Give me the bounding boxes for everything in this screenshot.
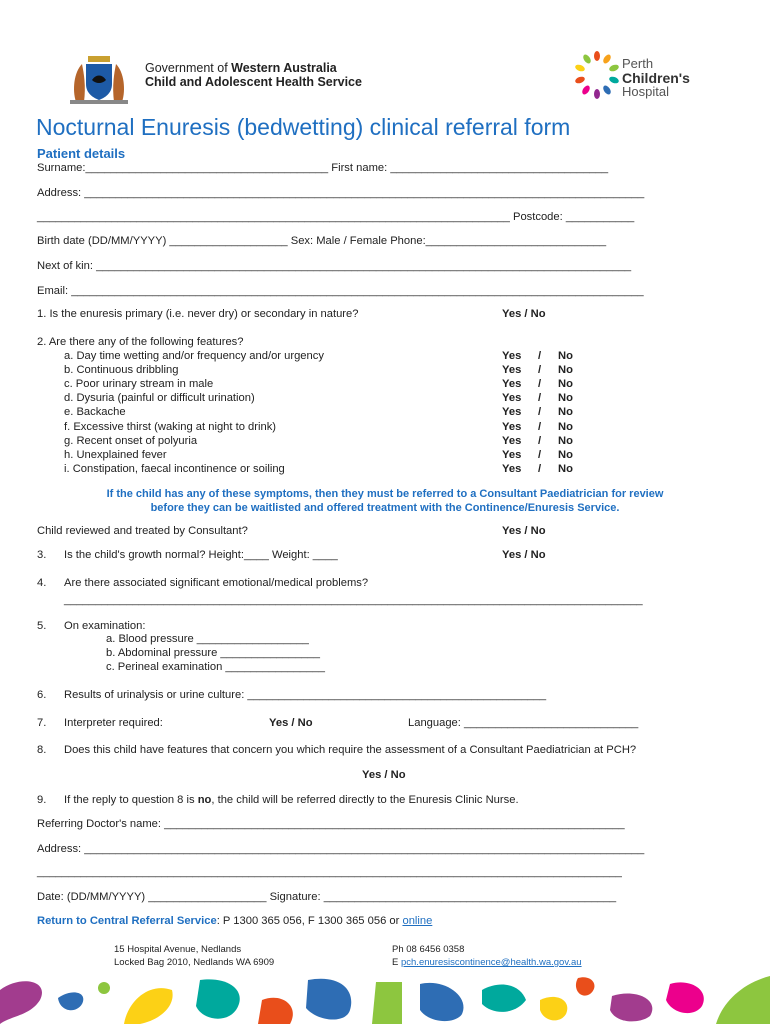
feature-no-option[interactable]: No — [558, 420, 573, 433]
feature-slash: / — [538, 350, 542, 362]
feature-yes-option[interactable]: Yes — [502, 378, 522, 391]
question-3-answer[interactable]: Yes / No — [502, 549, 546, 561]
feature-slash: / — [538, 420, 542, 433]
question-7-answer[interactable]: Yes / No — [269, 717, 313, 729]
pch-line1: Perth — [622, 56, 654, 71]
feature-item-label: a. Day time wetting and/or frequency and/or urgency — [64, 350, 324, 362]
footer-email-prefix: E — [392, 957, 401, 968]
feature-item-label: i. Constipation, faecal incontinence or soiling — [64, 462, 285, 475]
notice-line1: If the child has any of these symptoms, then they must be referred to a Consultant Paediatrician for review — [106, 488, 664, 500]
question-9-bold: no — [197, 794, 212, 806]
feature-item-label: e. Backache — [64, 406, 126, 419]
patient-details-heading: Patient details — [37, 146, 126, 161]
question-8: Does this child have features that concern you which require the assessment of a Consultant Paediatrician at PCH? — [64, 744, 637, 756]
online-link[interactable]: online — [402, 915, 433, 927]
feature-no-option[interactable]: No — [558, 462, 573, 475]
feature-slash: / — [538, 462, 542, 475]
question-9 — [64, 794, 519, 806]
decorative-footer-shapes — [0, 970, 770, 1024]
question-3[interactable]: Is the child's growth normal? Height:____ Weight: ____ — [64, 549, 338, 561]
question-1-answer[interactable]: Yes / No — [502, 308, 546, 320]
question-6[interactable]: Results of urinalysis or urine culture: ________________________________________________ — [64, 689, 547, 701]
notice-text — [40, 487, 730, 515]
question-5: On examination: — [64, 620, 146, 632]
feature-no-option[interactable]: No — [558, 364, 573, 377]
address-field[interactable]: Address: __________________________________________________________________________________________ — [37, 187, 645, 199]
address-line2-field[interactable]: ____________________________________________________________________________ Postcode: ___________ — [37, 211, 635, 223]
footer-email — [392, 957, 582, 968]
surname-field[interactable]: Surname:_______________________________________ First name: ___________________________________ — [37, 162, 609, 174]
question-4-number: 4. — [37, 577, 47, 589]
exam-perineal[interactable]: c. Perineal examination ________________ — [106, 661, 325, 673]
question-8-answer[interactable]: Yes / No — [362, 769, 406, 781]
feature-yes-option[interactable]: Yes — [502, 364, 522, 377]
feature-item-label: d. Dysuria (painful or difficult urination) — [64, 392, 255, 405]
feature-item-label: f. Excessive thirst (waking at night to drink) — [64, 420, 277, 433]
notice-line2: before they can be waitlisted and offered treatment with the Continence/Enuresis Service. — [150, 502, 620, 514]
consultant-question: Child reviewed and treated by Consultant? — [37, 525, 248, 537]
feature-yes-option[interactable]: Yes — [502, 350, 522, 362]
birth-date-field[interactable]: Birth date (DD/MM/YYYY) ___________________ Sex: Male / Female Phone:_____________________________ — [37, 235, 607, 247]
feature-yes-option[interactable]: Yes — [502, 406, 522, 419]
question-9-number: 9. — [37, 794, 47, 806]
question-8-number: 8. — [37, 744, 47, 756]
feature-no-option[interactable]: No — [558, 392, 573, 405]
feature-no-option[interactable]: No — [558, 448, 573, 461]
pch-logo-icon — [574, 50, 620, 100]
footer-email-link[interactable]: pch.enuresiscontinence@health.wa.gov.au — [400, 957, 582, 968]
question-9-before: If the reply to question 8 is — [64, 794, 198, 806]
return-label: Return to Central Referral Service — [37, 915, 217, 927]
feature-slash: / — [538, 378, 542, 391]
feature-slash: / — [538, 364, 542, 377]
feature-item-label: g. Recent onset of polyuria — [64, 434, 198, 447]
gov-line1-prefix: Government of — [145, 61, 232, 75]
date-signature-field[interactable]: Date: (DD/MM/YYYY) ___________________ Signature: _______________________________________________ — [37, 891, 617, 903]
gov-line2: Child and Adolescent Health Service — [145, 75, 362, 89]
exam-abdominal-pressure[interactable]: b. Abdominal pressure ________________ — [106, 647, 320, 659]
feature-item-label: c. Poor urinary stream in male — [64, 378, 214, 391]
footer-address-2: Locked Bag 2010, Nedlands WA 6909 — [114, 957, 275, 968]
pch-logo-text — [622, 58, 690, 98]
question-3-number: 3. — [37, 549, 47, 561]
question-5-number: 5. — [37, 620, 47, 632]
feature-yes-option[interactable]: Yes — [502, 392, 522, 405]
exam-blood-pressure[interactable]: a. Blood pressure __________________ — [106, 633, 309, 645]
question-6-number: 6. — [37, 689, 47, 701]
next-of-kin-field[interactable]: Next of kin: ______________________________________________________________________________________ — [37, 260, 632, 272]
feature-slash: / — [538, 448, 542, 461]
feature-no-option[interactable]: No — [558, 378, 573, 391]
question-1: 1. Is the enuresis primary (i.e. never dry) or secondary in nature? — [37, 308, 359, 320]
gov-line1-bold: Western Australia — [231, 61, 337, 75]
referring-doctor-field[interactable]: Referring Doctor's name: __________________________________________________________________________ — [37, 818, 625, 830]
feature-no-option[interactable]: No — [558, 350, 573, 362]
doctor-address-field[interactable]: Address: __________________________________________________________________________________________ — [37, 843, 645, 855]
pch-line3: Hospital — [622, 84, 669, 99]
question-4: Are there associated significant emotional/medical problems? — [64, 577, 369, 589]
return-line — [37, 915, 432, 927]
wa-crest-logo — [64, 50, 134, 106]
consultant-answer[interactable]: Yes / No — [502, 525, 546, 537]
feature-yes-option[interactable]: Yes — [502, 434, 522, 447]
return-text: : P 1300 365 056, F 1300 365 056 or — [216, 915, 403, 927]
footer-address-1: 15 Hospital Avenue, Nedlands — [114, 944, 242, 955]
doctor-address-line2-field[interactable]: ______________________________________________________________________________________________ — [37, 866, 622, 878]
question-2: 2. Are there any of the following features? — [37, 336, 244, 348]
pch-line2: Children's — [622, 70, 690, 86]
feature-yes-option[interactable]: Yes — [502, 462, 522, 475]
feature-yes-option[interactable]: Yes — [502, 448, 522, 461]
page-title: Nocturnal Enuresis (bedwetting) clinical referral form — [36, 114, 571, 140]
question-7: Interpreter required: — [64, 717, 163, 729]
question-9-after: , the child will be referred directly to the Enuresis Clinic Nurse. — [211, 794, 519, 806]
feature-slash: / — [538, 406, 542, 419]
language-field[interactable]: Language: ____________________________ — [408, 717, 639, 729]
question-4-line[interactable]: _____________________________________________________________________________________________ — [64, 594, 643, 606]
feature-yes-option[interactable]: Yes — [502, 420, 522, 433]
email-field[interactable]: Email: ____________________________________________________________________________________________ — [37, 285, 644, 297]
feature-item-label: b. Continuous dribbling — [64, 364, 179, 377]
feature-no-option[interactable]: No — [558, 434, 573, 447]
question-7-number: 7. — [37, 717, 47, 729]
footer-phone: Ph 08 6456 0358 — [392, 944, 465, 955]
feature-no-option[interactable]: No — [558, 406, 573, 419]
feature-slash: / — [538, 392, 542, 405]
government-header — [145, 61, 362, 89]
feature-slash: / — [538, 434, 542, 447]
feature-item-label: h. Unexplained fever — [64, 448, 167, 461]
